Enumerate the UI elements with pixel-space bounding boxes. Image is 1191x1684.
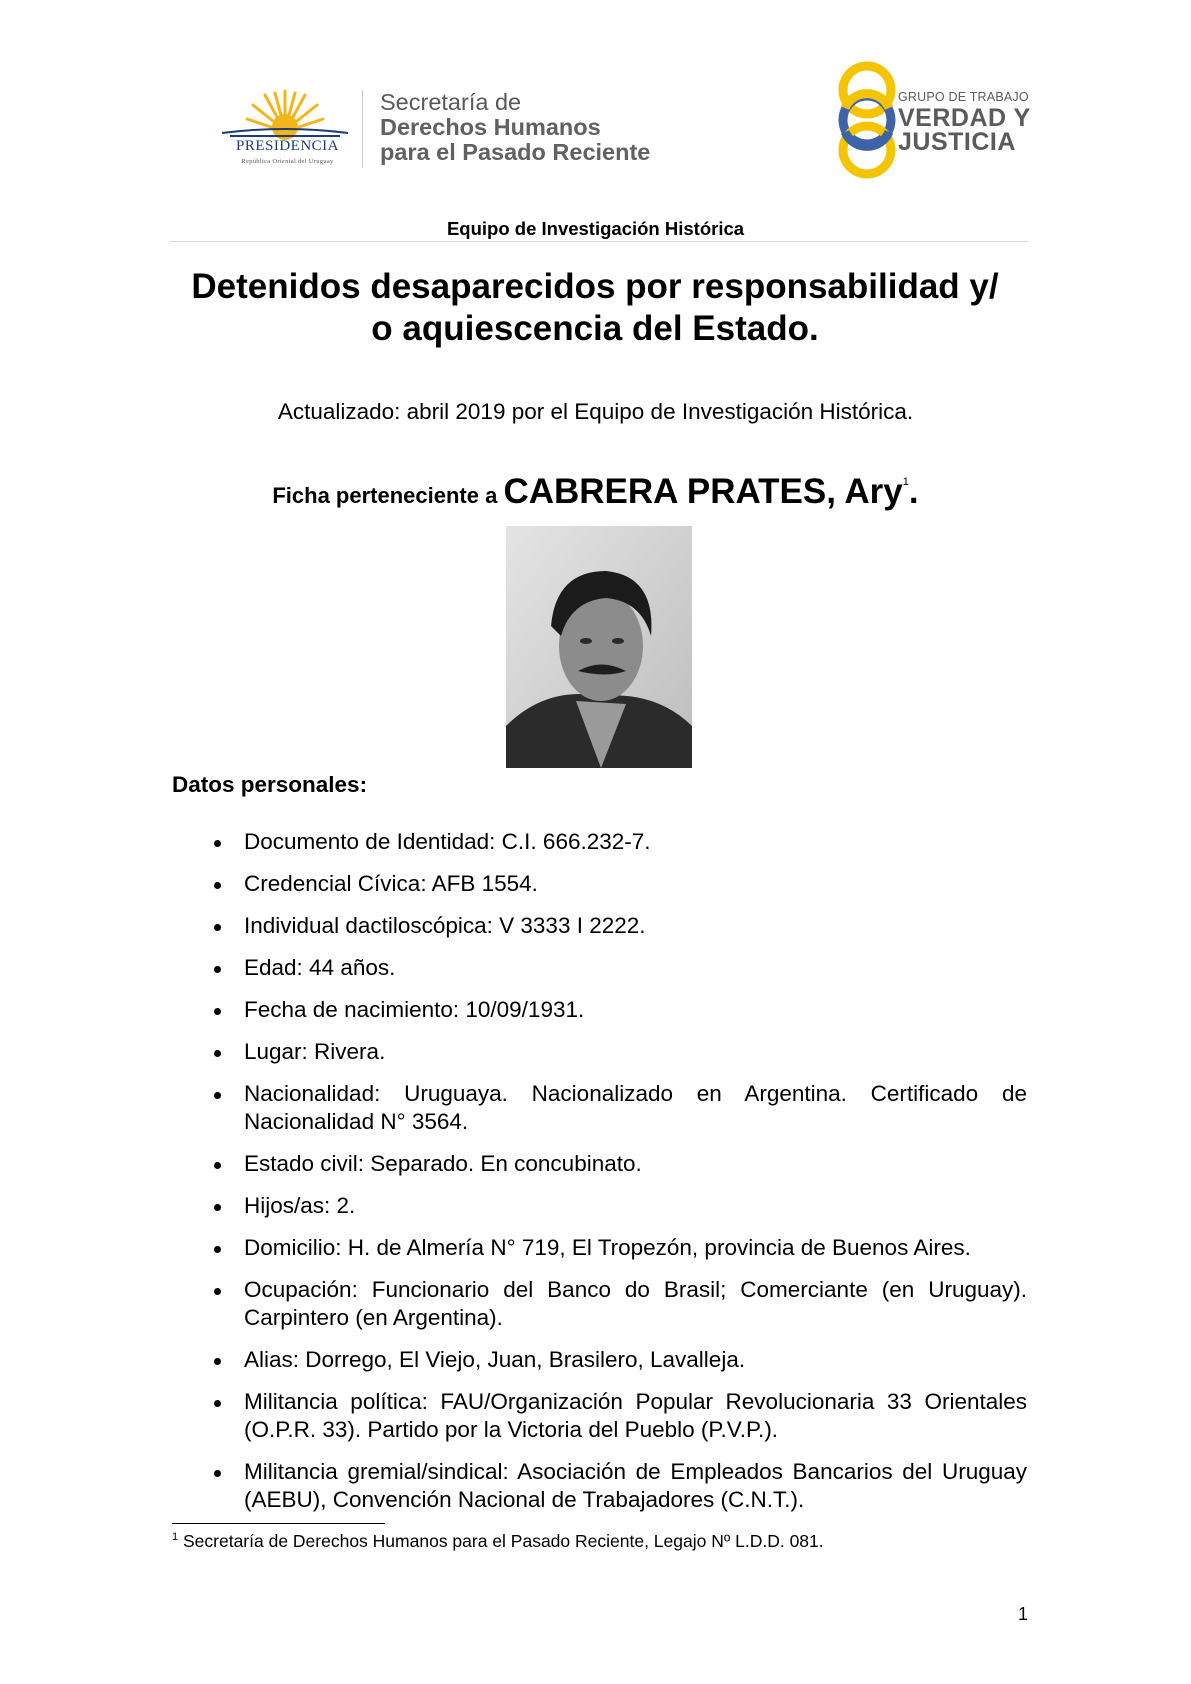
- document-title-line-2: o aquiescencia del Estado.: [371, 309, 819, 348]
- bullet-icon: [214, 1288, 221, 1295]
- list-item: [172, 1458, 1027, 1514]
- list-item: [172, 1346, 1027, 1374]
- bullet-icon: [214, 840, 221, 847]
- personal-data-list: [172, 828, 1027, 1528]
- list-item-text: Ocupación: Funcionario del Banco do Brasil; Comerciante (en Uruguay). Carpintero (en Argentina).: [244, 1277, 1027, 1330]
- justicia-label: JUSTICIA: [898, 128, 1016, 156]
- secretaria-line-3: para el Pasado Reciente: [380, 139, 651, 165]
- list-item: [172, 1080, 1027, 1136]
- footnote-separator: [172, 1523, 385, 1524]
- list-item: [172, 954, 1027, 982]
- list-item-text: Estado civil: Separado. En concubinato.: [244, 1151, 642, 1176]
- list-item-text: Militancia gremial/sindical: Asociación de Empleados Bancarios del Uruguay (AEBU), Convención Nacional de Trabajadores (C.N.T.).: [244, 1459, 1027, 1512]
- bullet-icon: [214, 1204, 221, 1211]
- presidencia-subtitle: República Oriental del Uruguay: [241, 158, 334, 165]
- header-rule: [170, 241, 1028, 242]
- section-heading-datos-personales: Datos personales:: [172, 772, 368, 797]
- footnote-reference[interactable]: 1: [902, 476, 909, 488]
- ficha-person-name: CABRERA PRATES, Ary: [503, 472, 903, 511]
- bullet-icon: [214, 1092, 221, 1099]
- bullet-icon: [214, 1358, 221, 1365]
- header-divider: [362, 90, 363, 168]
- list-item-text: Lugar: Rivera.: [244, 1039, 386, 1064]
- verdad-label: VERDAD Y: [898, 104, 1031, 132]
- list-item-text: Individual dactiloscópica: V 3333 I 2222.: [244, 913, 646, 938]
- list-item: [172, 1388, 1027, 1444]
- ficha-prefix: Ficha perteneciente a: [272, 483, 504, 508]
- bullet-icon: [214, 1246, 221, 1253]
- presidencia-secretaria-header: [210, 85, 680, 175]
- list-item-text: Credencial Cívica: AFB 1554.: [244, 871, 538, 896]
- list-item-text: Edad: 44 años.: [244, 955, 396, 980]
- list-item: [172, 828, 1027, 856]
- bullet-icon: [214, 882, 221, 889]
- list-item: [172, 1234, 1027, 1262]
- list-item: [172, 996, 1027, 1024]
- document-title: [150, 266, 1040, 350]
- list-item-text: Nacionalidad: Uruguaya. Nacionalizado en Argentina. Certificado de Nacionalidad N° 3564.: [244, 1081, 1027, 1134]
- secretaria-line-2: Derechos Humanos: [380, 114, 601, 140]
- footnote-mark: 1: [172, 1531, 179, 1543]
- bullet-icon: [214, 1008, 221, 1015]
- list-item-text: Alias: Dorrego, El Viejo, Juan, Brasilero, Lavalleja.: [244, 1347, 746, 1372]
- ficha-end-period: .: [908, 472, 919, 511]
- list-item: [172, 1276, 1027, 1332]
- list-item: [172, 870, 1027, 898]
- bullet-icon: [214, 1400, 221, 1407]
- secretaria-line-1: Secretaría de: [380, 89, 522, 115]
- secretaria-logo-text: [380, 90, 650, 165]
- list-item-text: Militancia política: FAU/Organización Popular Revolucionaria 33 Orientales (O.P.R. 33). Partido por la Victoria del Pueblo (P.V.P.).: [244, 1389, 1027, 1442]
- bullet-icon: [214, 1162, 221, 1169]
- list-item-text: Fecha de nacimiento: 10/09/1931.: [244, 997, 585, 1022]
- team-label: Equipo de Investigación Histórica: [446, 218, 745, 239]
- updated-note: Actualizado: abril 2019 por el Equipo de Investigación Histórica.: [277, 399, 914, 424]
- page-number: 1: [1018, 1604, 1029, 1624]
- bullet-icon: [214, 1050, 221, 1057]
- ficha-heading: [0, 472, 1191, 512]
- grupo-trabajo-label: GRUPO DE TRABAJO: [898, 90, 1029, 104]
- list-item: [172, 1150, 1027, 1178]
- list-item: [172, 912, 1027, 940]
- footnote-text: Secretaría de Derechos Humanos para el Pasado Reciente, Legajo Nº L.D.D. 081.: [178, 1531, 824, 1551]
- portrait-photo: [506, 526, 692, 768]
- footnote: [172, 1531, 824, 1552]
- bullet-icon: [214, 924, 221, 931]
- presidencia-name: PRESIDENCIA: [235, 138, 339, 154]
- list-item: [172, 1038, 1027, 1066]
- document-title-line-1: Detenidos desaparecidos por responsabilidad y/: [191, 267, 999, 306]
- list-item-text: Domicilio: H. de Almería N° 719, El Tropezón, provincia de Buenos Aires.: [244, 1235, 971, 1260]
- list-item: [172, 1192, 1027, 1220]
- bullet-icon: [214, 1470, 221, 1477]
- list-item-text: Documento de Identidad: C.I. 666.232-7.: [244, 829, 651, 854]
- bullet-icon: [214, 966, 221, 973]
- list-item-text: Hijos/as: 2.: [244, 1193, 356, 1218]
